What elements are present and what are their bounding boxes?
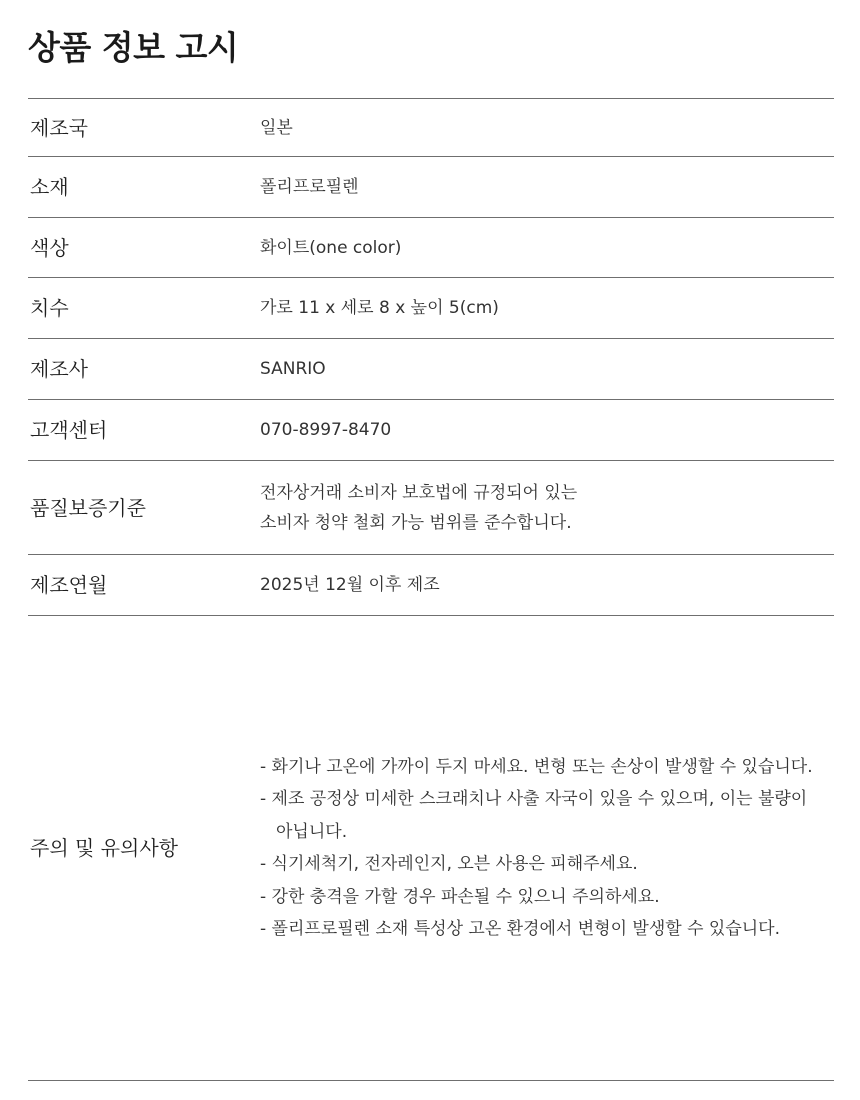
table-row-color [28,218,834,278]
list-item: - 강한 충격을 가할 경우 파손될 수 있으니 주의하세요. [260,886,660,907]
row-value: 화이트(one color) [260,237,402,258]
list-item: - 식기세척기, 전자레인지, 오븐 사용은 피해주세요. [260,854,638,874]
row-value [260,751,834,946]
table-row-country [28,99,834,157]
value-line: 전자상거래 소비자 보호법에 규정되어 있는 [260,482,578,503]
row-value: SANRIO [260,359,326,379]
row-label: 색상 [30,235,69,260]
table-row-material [28,157,834,218]
list-item: - 화기나 고온에 가까이 두지 마세요. 변형 또는 손상이 발생할 수 있습니다. [260,756,813,777]
row-value [260,478,834,538]
row-label: 제조사 [30,357,88,381]
value-line: 소비자 청약 철회 가능 범위를 준수합니다. [260,512,572,533]
row-label: 제조국 [30,115,88,140]
precautions-list [260,751,834,946]
row-label: 주의 및 유의사항 [30,836,178,860]
row-label: 소재 [30,175,69,199]
list-item: - 폴리프로필렌 소재 특성상 고온 환경에서 변형이 발생할 수 있습니다. [260,919,780,939]
row-label: 고객센터 [30,418,108,442]
row-value: 폴리프로필렌 [260,177,359,197]
page-title: 상품 정보 고시 [28,28,239,67]
row-label: 제조연월 [30,573,108,597]
table-row-manufacturer [28,339,834,400]
row-label: 품질보증기준 [30,495,146,520]
row-value: 2025년 12월 이후 제조 [260,575,440,595]
product-info-table [28,98,834,1081]
table-row-dimensions [28,278,834,339]
table-row-manufacture-date [28,555,834,616]
row-value: 가로 11 x 세로 8 x 높이 5(cm) [260,298,499,318]
table-row-quality-standard [28,461,834,555]
row-value: 일본 [260,117,293,138]
table-row-customer-center [28,400,834,461]
list-item: - 제조 공정상 미세한 스크래치나 사출 자국이 있을 수 있으며, 이는 불량이 아닙니다. [260,789,808,842]
row-label: 치수 [30,296,69,320]
table-row-precautions [28,616,834,1081]
row-value: 070-8997-8470 [260,420,392,440]
